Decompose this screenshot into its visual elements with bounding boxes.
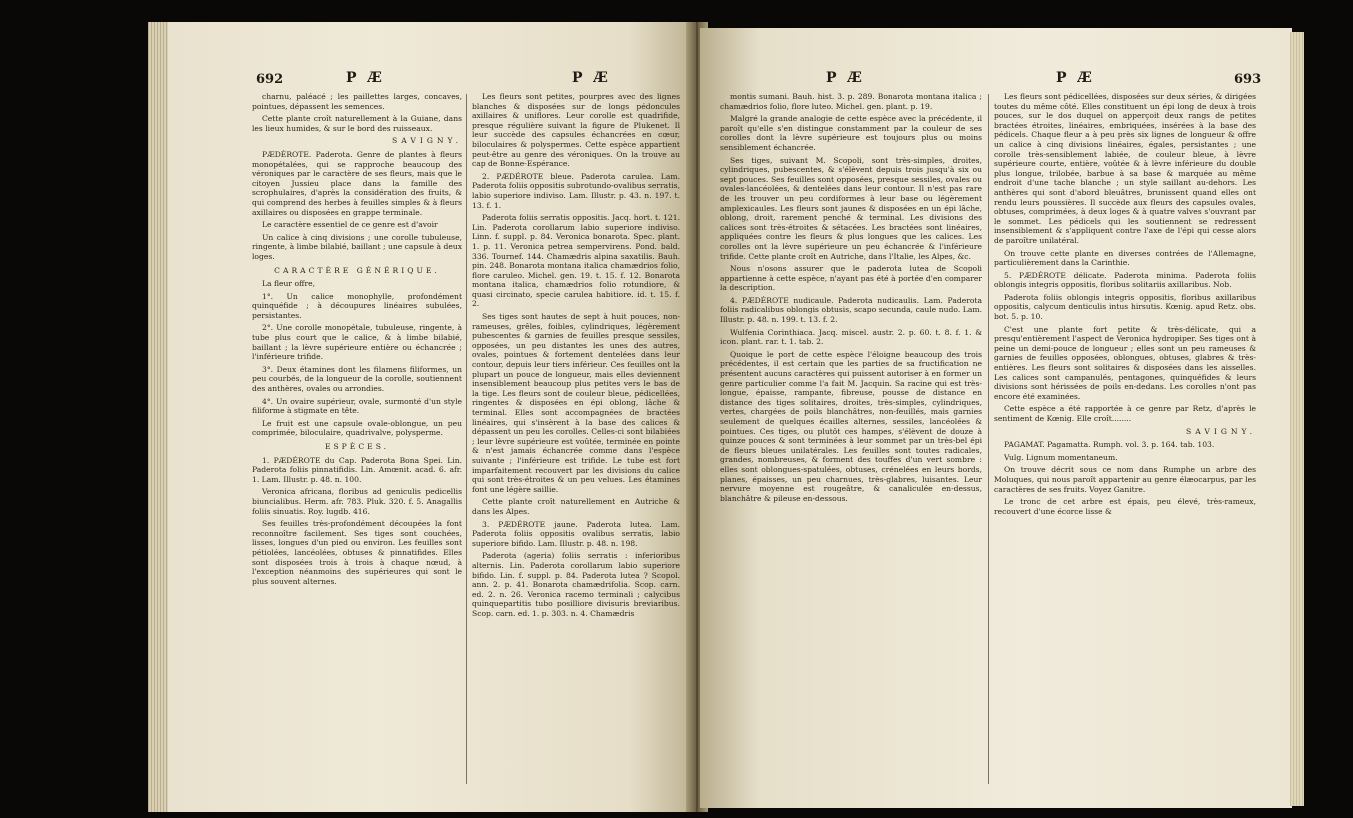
paragraph: Paderota foliis oblongis integris oppositis, floribus axillaribus oppositis, calycum denticulis intus hirsutis. Kœnig. apud Retz. obs. bot. 5. p. 10. bbox=[994, 292, 1256, 322]
paragraph: Paderota (ageria) foliis serratis : inferioribus alternis. Lin. Paderota corollarum labio superiore bifido. Lin. f. suppl. p. 84. Paderota lutea ? Scopol. ann. 2. p. 41. Bonarota chamædrifolia. Scop. carn. ed. 2. n. 26. Veronica racemo terminali ; calycibus quinquepartitis tubo posilliore divisuris breviaribus. Scop. carn. ed. 1. p. 303. n. 4. Chamædris bbox=[472, 551, 680, 618]
paragraph: On trouve décrit sous ce nom dans Rumphe un arbre des Moluques, qui nous paroît appartenir au genre élæocarpus, par les caractères de ses fruits. Voyez Ganitre. bbox=[994, 465, 1256, 494]
column-divider-left bbox=[466, 94, 467, 784]
paragraph: C'est une plante fort petite & très-délicate, qui a presqu'entièrement l'aspect de Veronica hydropiper. Ses tiges ont à peine un demi-pouce de longueur ; elles sont un peu rameuses & garnies de feuilles opposées, oblongues, obtuses, glabres & très-entières. Les fleurs sont solitaires & disposées dans les aisselles. Les calices sont campanulés, pentagones, quinquéfides & leurs divisions sont hérissées de poils en-dedans. Les corolles n'ont pas encore été examinées. bbox=[994, 324, 1256, 401]
paragraph: Les fleurs sont petites, pourpres avec des lignes blanches & disposées sur de longs pédoncules axillaires & uniflores. Leur corolle est quadrifide, presque régulière suivant la figure de Plukenet. Il leur succède des capsules échancrées en cœur, biloculaires & polyspermes. Cette espèce appartient peut-être au genre des véroniques. On la trouve au cap de Bonne-Espérance. bbox=[472, 92, 680, 169]
paragraph: Les fleurs sont pédicellées, disposées sur deux séries, & dirigées toutes du même côté. Elles constituent un épi long de deux à trois pouces, sur le dos duquel on apperçoit deux rangs de petites bractées étroites, linéaires, embriquées, insérées à la base des pédicels. Chaque fleur a à peu près six lignes de longueur & offre un calice à cinq divisions linéaires, égales, persistantes ; une corolle très-sensiblement labiée, de couleur bleue, à lèvre supérieure courte, entière, voûtée & à lèvre inférieure du double plus longue, trilobée, barbue à sa base & marquée au même endroit d'une tache blanche ; un style saillant au-dehors. Les anthères qui sont d'abord bleuâtres, brunissent quand elles ont rendu leurs poussières. Il succède aux fleurs des capsules ovales, obtuses, comprimées, à deux loges & à quatre valves s'ouvrant par le sommet. Les pédicels qui les soutiennent se redressent insensiblement & s'appliquent contre l'axe de l'épi qui cesse alors de paroître unilatéral. bbox=[994, 92, 1256, 245]
paragraph: ESPÈCES. bbox=[324, 442, 390, 451]
running-head-left-2: P Æ bbox=[572, 70, 611, 86]
paragraph: Ses tiges sont hautes de sept à huit pouces, non-rameuses, grêles, foibles, cylindriques, légèrement pubescentes & garnies de feuilles presque sessiles, opposées, un peu distantes les unes des autres, ovales, pointues & fortement dentelées dans leur contour, depuis leur tiers inférieur. Ces feuilles ont la plupart un pouce de longueur, mais elles deviennent insensiblement beaucoup plus petites vers le bas de la tige. Les fleurs sont de couleur bleue, pédicellées, ringentes & disposées en épi oblong, lâche & terminal. Elles sont accompagnées de bractées linéaires, qui s'insèrent à la base des calices & dépassent un peu les corolles. Celles-ci sont bilabiées ; leur lèvre supérieure est voûtée, terminée en pointe & n'est jamais échancrée comme dans l'espèce suivante ; l'inférieure est trifide. Le tube est fort imparfaitement recouvert par les divisions du calice qui sont très-étroites & un peu velues. Les étamines font une légère saillie. bbox=[472, 312, 680, 494]
paragraph: PÆDÉROTE. Paderota. Genre de plantes à fleurs monopétalées, qui se rapproche beaucoup des véroniques par le caractère de ses fleurs, mais que le citoyen Jussieu place dans la famille des scrophulaires, d'après la considération des fruits, & qui comprend des herbes à feuilles simples & à fleurs axillaires ou disposées en grappe terminale. bbox=[252, 149, 462, 217]
paragraph: Cette plante croît naturellement à la Guiane, dans les lieux humides, & sur le bord des ruisseaux. bbox=[252, 114, 462, 133]
paragraph: 3. PÆDÉROTE jaune. Paderota lutea. Lam. Paderota foliis oppositis ovalibus serratis, labio superiore bifido. Lam. Illustr. p. 48. n. 198. bbox=[472, 519, 680, 548]
paragraph: Cette espèce a été rapportée à ce genre par Retz, d'après le sentiment de Kœnig. Elle croît........ bbox=[994, 404, 1256, 423]
paragraph: Vulg. Lignum momentaneum. bbox=[1004, 452, 1118, 462]
paragraph: Paderota foliis serratis oppositis. Jacq. hort. t. 121. Lin. Paderota corollarum labio superiore indiviso. Linn. f. suppl. p. 84. Veronica bonarota. Spec. plant. 1. p. 11. Veronica petrea sempervirens. Pond. bald. 336. Tournef. 144. Chamædris alpina saxatilis. Bauh. pin. 248. Bonarota montana italica chamædrios folio, flore caruleo. Michel. gen. 19. t. 15. f. 12. Bonarota montana italica, chamædrios folio rotundiore, & quasi circinato, specie carulea habitiore. id. t. 15. f. 2. bbox=[472, 213, 680, 309]
left-page-column-1 bbox=[252, 92, 462, 589]
paragraph: charnu, paléacé ; les paillettes larges, concaves, pointues, dépassent les semences. bbox=[252, 92, 462, 111]
paragraph: 1. PÆDÉROTE du Cap. Paderota Bona Spei. Lin. Paderota foliis pinnatifidis. Lin. Amœnit. acad. 6. afr. 1. Lam. Illustr. p. 48. n. 100. bbox=[252, 455, 462, 484]
running-head-left-1: P Æ bbox=[346, 70, 385, 86]
paragraph: On trouve cette plante en diverses contrées de l'Allemagne, particulièrement dans la Carinthie. bbox=[994, 248, 1256, 268]
paragraph: La fleur offre, bbox=[262, 279, 315, 289]
paragraph: Quoique le port de cette espèce l'éloigne beaucoup des trois précédentes, il est certain que les parties de sa fructification ne présentent aucuns caractères qui puissent autoriser à en former un genre particulier comme l'a fait M. Jacquin. Sa racine qui est très-longue, épaisse, rampante, fibreuse, pousse de distance en distance des tiges solitaires, droites, très-simples, cylindriques, vertes, chargées de poils blanchâtres, non-feuillés, mais garnies seulement de quelques écailles alternes, sessiles, lancéolées & pointues. Ces tiges, ou plutôt ces hampes, s'élèvent de douze à quinze pouces & sont terminées à leur sommet par un très-bel épi de fleurs bleues unilatérales. Les feuilles sont toutes radicales, grandes, nombreuses, & forment des touffes d'un vert sombre : elles sont oblongues-spatulées, obtuses, crénelées en leurs bords, planes, épaisses, un peu charnues, très-glabres, luisantes. Leur nervure moyenne est rougeâtre, & canaliculée en-dessus, blanchâtre & pileuse en-dessous. bbox=[720, 349, 982, 503]
paragraph: 1°. Un calice monophylle, profondément quinquéfide ; à découpures linéaires subulées, persistantes. bbox=[252, 291, 462, 320]
running-head-right-1: P Æ bbox=[826, 70, 865, 86]
paragraph: SAVIGNY. bbox=[392, 136, 462, 146]
paragraph: 2. PÆDÉROTE bleue. Paderota carulea. Lam. Paderota foliis oppositis subrotundo-ovalibus serratis, labio superiore indiviso. Lam. Illustr. p. 43. n. 197. t. 13. f. 1. bbox=[472, 171, 680, 210]
paragraph: 4. PÆDÉROTE nudicaule. Paderota nudicaulis. Lam. Paderota foliis radicalibus oblongis obtusis, scapo secunda, caule nudo. Lam. Illustr. p. 48. n. 199. t. 13. f. 2. bbox=[720, 295, 982, 325]
paragraph: Nous n'osons assurer que le paderota lutea de Scopoli appartienne à cette espèce, n'ayant pas été à portée d'en comparer la description. bbox=[720, 264, 982, 293]
paragraph: 5. PÆDÉROTE délicate. Paderota minima. Paderota foliis oblongis integris oppositis, floribus solitariis axillaribus. Nob. bbox=[994, 270, 1256, 290]
paragraph: Ses tiges, suivant M. Scopoli, sont très-simples, droites, cylindriques, pubescentes, & s'élèvent depuis trois jusqu'à six ou sept pouces. Ses feuilles sont opposées, presque sessiles, ovales ou ovales-lancéolées, & dentelées dans leur contour. Il n'est pas rare de les trouver un peu cordiformes à leur base ou légèrement amplexicaules. Les fleurs sont jaunes & disposées en un épi lâche, oblong, droit, rarement penché & terminal. Les divisions des calices sont très-étroites & sétacées. Les bractées sont linéaires, appliquées contre les fleurs & plus longues que les calices. Les corolles ont la lèvre supérieure un peu échancrée & l'inférieure trifide. Cette plante croît en Autriche, dans l'Italie, les Alpes, &c. bbox=[720, 155, 982, 261]
paragraph: Wulfenia Corinthiaca. Jacq. miscel. austr. 2. p. 60. t. 8. f. 1. & icon. plant. rar. t. 1. tab. 2. bbox=[720, 327, 982, 347]
paragraph: 3°. Deux étamines dont les filamens filiformes, un peu courbés, de la longueur de la corolle, soutiennent des anthères, ovales ou arrondies. bbox=[252, 364, 462, 394]
paragraph: Veronica africana, floribus ad geniculis pedicellis biuncialibus. Herm. afr. 783. Pluk. 320. f. 5. Anagallis foliis sinuatis. Roy. lugdb. 416. bbox=[252, 487, 462, 516]
right-page-column-2 bbox=[994, 92, 1256, 519]
right-page-column-1 bbox=[720, 92, 982, 506]
page-stack-left bbox=[148, 22, 170, 812]
paragraph: Cette plante croît naturellement en Autriche & dans les Alpes. bbox=[472, 497, 680, 516]
paragraph: 2°. Une corolle monopétale, tubuleuse, ringente, à tube plus court que le calice, & à limbe bilabié, baillant ; la lèvre supérieure entière ou échancrée ; l'inférieure trifide. bbox=[252, 323, 462, 362]
paragraph: 4°. Un ovaire supérieur, ovale, surmonté d'un style filiforme à stigmate en tête. bbox=[252, 396, 462, 416]
paragraph: montis sumani. Bauh. hist. 3. p. 289. Bonarota montana italica ; chamædrios folio, flore luteo. Michel. gen. plant. p. 19. bbox=[720, 92, 982, 111]
paragraph: Le tronc de cet arbre est épais, peu élevé, très-rameux, recouvert d'une écorce lisse & bbox=[994, 497, 1256, 516]
paragraph: Malgré la grande analogie de cette espèce avec la précédente, il paroît qu'elle s'en distingue constamment par la couleur de ses corolles dont la lèvre supérieure est toujours plus ou moins sensiblement échancrée. bbox=[720, 114, 982, 152]
page-stack-right bbox=[1290, 32, 1304, 806]
paragraph: Le caractère essentiel de ce genre est d'avoir bbox=[262, 220, 438, 230]
paragraph: Ses feuilles très-profondément découpées la font reconnoître facilement. Ses tiges sont couchées, lisses, longues d'un pied ou environ. Les feuilles sont pétiolées, lancéolées, obtuses & pinnatifides. Elles sont disposées trois à trois à chaque nœud, à l'exception néanmoins des supérieures qui sont le plus souvent alternes. bbox=[252, 519, 462, 586]
column-divider-right bbox=[988, 94, 989, 784]
paragraph: CARACTÈRE GÉNÉRIQUE. bbox=[274, 265, 440, 275]
paragraph: Un calice à cinq divisions ; une corolle tubuleuse, ringente, à limbe bilabié, baillant ; une capsule à deux loges. bbox=[252, 232, 462, 261]
paragraph: SAVIGNY. bbox=[1186, 426, 1256, 436]
paragraph: Le fruit est une capsule ovale-oblongue, un peu comprimée, biloculaire, quadrivalve, polysperme. bbox=[252, 418, 462, 438]
left-page bbox=[168, 22, 692, 812]
right-page bbox=[700, 28, 1292, 808]
left-page-column-2 bbox=[472, 92, 680, 621]
running-head-right-2: P Æ bbox=[1056, 70, 1095, 86]
paragraph: PAGAMAT. Pagamatta. Rumph. vol. 3. p. 164. tab. 103. bbox=[1004, 440, 1215, 450]
page-number-right: 693 bbox=[1234, 72, 1262, 87]
page-number-left: 692 bbox=[256, 72, 284, 87]
